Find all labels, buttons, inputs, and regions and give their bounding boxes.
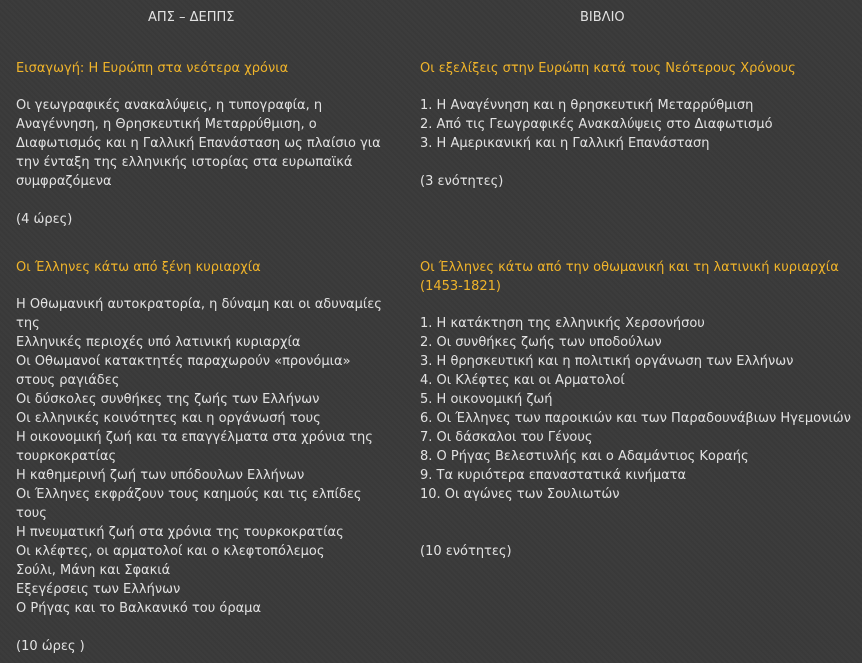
list-item: 2. Από τις Γεωγραφικές Ανακαλύψεις στο Διαφωτισμό [420, 117, 773, 132]
list-item: Οι Έλληνες εκφράζουν τους καημούς και τις ελπίδες [16, 487, 362, 502]
list-item: Η Οθωμανική αυτοκρατορία, η δύναμη και οι αδυναμίες [16, 297, 382, 312]
list-item: στους ραγιάδες [16, 373, 120, 388]
list-item: Η οικονομική ζωή και τα επαγγέλματα στα χρόνια της [16, 430, 373, 445]
list-item: 1. Η Αναγέννηση και η θρησκευτική Μεταρρύθμιση [420, 98, 754, 113]
header-curriculum: ΑΠΣ – ΔΕΠΠΣ [148, 10, 235, 25]
list-item: 10. Οι αγώνες των Σουλιωτών [420, 487, 620, 502]
list-item: Οι Οθωμανοί κατακτητές παραχωρούν «προνόμια» [16, 354, 351, 369]
units-note: (10 ενότητες) [420, 544, 512, 559]
section-title: Οι Έλληνες κάτω από ξένη κυριαρχία [16, 260, 261, 275]
list-item: Αναγέννηση, η Θρησκευτική Μεταρρύθμιση, ο [16, 117, 317, 132]
section-title: Οι εξελίξεις στην Ευρώπη κατά τους Νεότερους Χρόνους [420, 61, 796, 76]
list-item: 3. Η Αμερικανική και η Γαλλική Επανάσταση [420, 136, 710, 151]
list-item: Εξεγέρσεις των Ελλήνων [16, 582, 181, 597]
list-item: Οι γεωγραφικές ανακαλύψεις, η τυπογραφία, η [16, 98, 323, 113]
list-item: Οι ελληνικές κοινότητες και η οργάνωσή τους [16, 411, 321, 426]
section-title-years: (1453-1821) [420, 279, 502, 294]
list-item: 4. Οι Κλέφτες και οι Αρματολοί [420, 373, 625, 388]
list-item: 3. Η θρησκευτική και η πολιτική οργάνωση των Ελλήνων [420, 354, 794, 369]
units-note: (3 ενότητες) [420, 174, 504, 189]
list-item: 5. Η οικονομική ζωή [420, 392, 553, 407]
list-item: Η πνευματική ζωή στα χρόνια της τουρκοκρατίας [16, 525, 344, 540]
list-item: Οι κλέφτες, οι αρματολοί και ο κλεφτοπόλεμος [16, 544, 325, 559]
hours-note: (10 ώρες ) [16, 639, 85, 654]
list-item: τους [16, 506, 47, 521]
list-item: Η καθημερινή ζωή των υπόδουλων Ελλήνων [16, 468, 305, 483]
list-item: 6. Οι Έλληνες των παροικιών και των Παραδουνάβιων Ηγεμονιών [420, 411, 851, 426]
hours-note: (4 ώρες) [16, 212, 73, 227]
list-item: Ελληνικές περιοχές υπό λατινική κυριαρχία [16, 335, 301, 350]
list-item: 2. Οι συνθήκες ζωής των υποδούλων [420, 335, 662, 350]
list-item: συμφραζόμενα [16, 174, 112, 189]
list-item: 7. Οι δάσκαλοι του Γένους [420, 430, 593, 445]
section-title: Οι Έλληνες κάτω από την οθωμανική και τη λατινική κυριαρχία [420, 260, 839, 275]
list-item: 8. Ο Ρήγας Βελεστινλής και ο Αδαμάντιος Κοραής [420, 449, 749, 464]
list-item: Διαφωτισμός και η Γαλλική Επανάσταση ως πλαίσιο για [16, 136, 381, 151]
list-item: τουρκοκρατίας [16, 449, 117, 464]
list-item: της [16, 316, 40, 331]
list-item: την ένταξη της ελληνικής ιστορίας στα ευρωπαϊκά [16, 155, 353, 170]
header-book: ΒΙΒΛΙΟ [580, 10, 625, 25]
list-item: Σούλι, Μάνη και Σφακιά [16, 563, 171, 578]
list-item: Ο Ρήγας και το Βαλκανικό του όραμα [16, 601, 262, 616]
section-title: Εισαγωγή: Η Ευρώπη στα νεότερα χρόνια [16, 61, 289, 76]
list-item: Οι δύσκολες συνθήκες της ζωής των Ελλήνων [16, 392, 320, 407]
list-item: 9. Τα κυριότερα επαναστατικά κινήματα [420, 468, 687, 483]
list-item: 1. Η κατάκτηση της ελληνικής Χερσονήσου [420, 316, 705, 331]
